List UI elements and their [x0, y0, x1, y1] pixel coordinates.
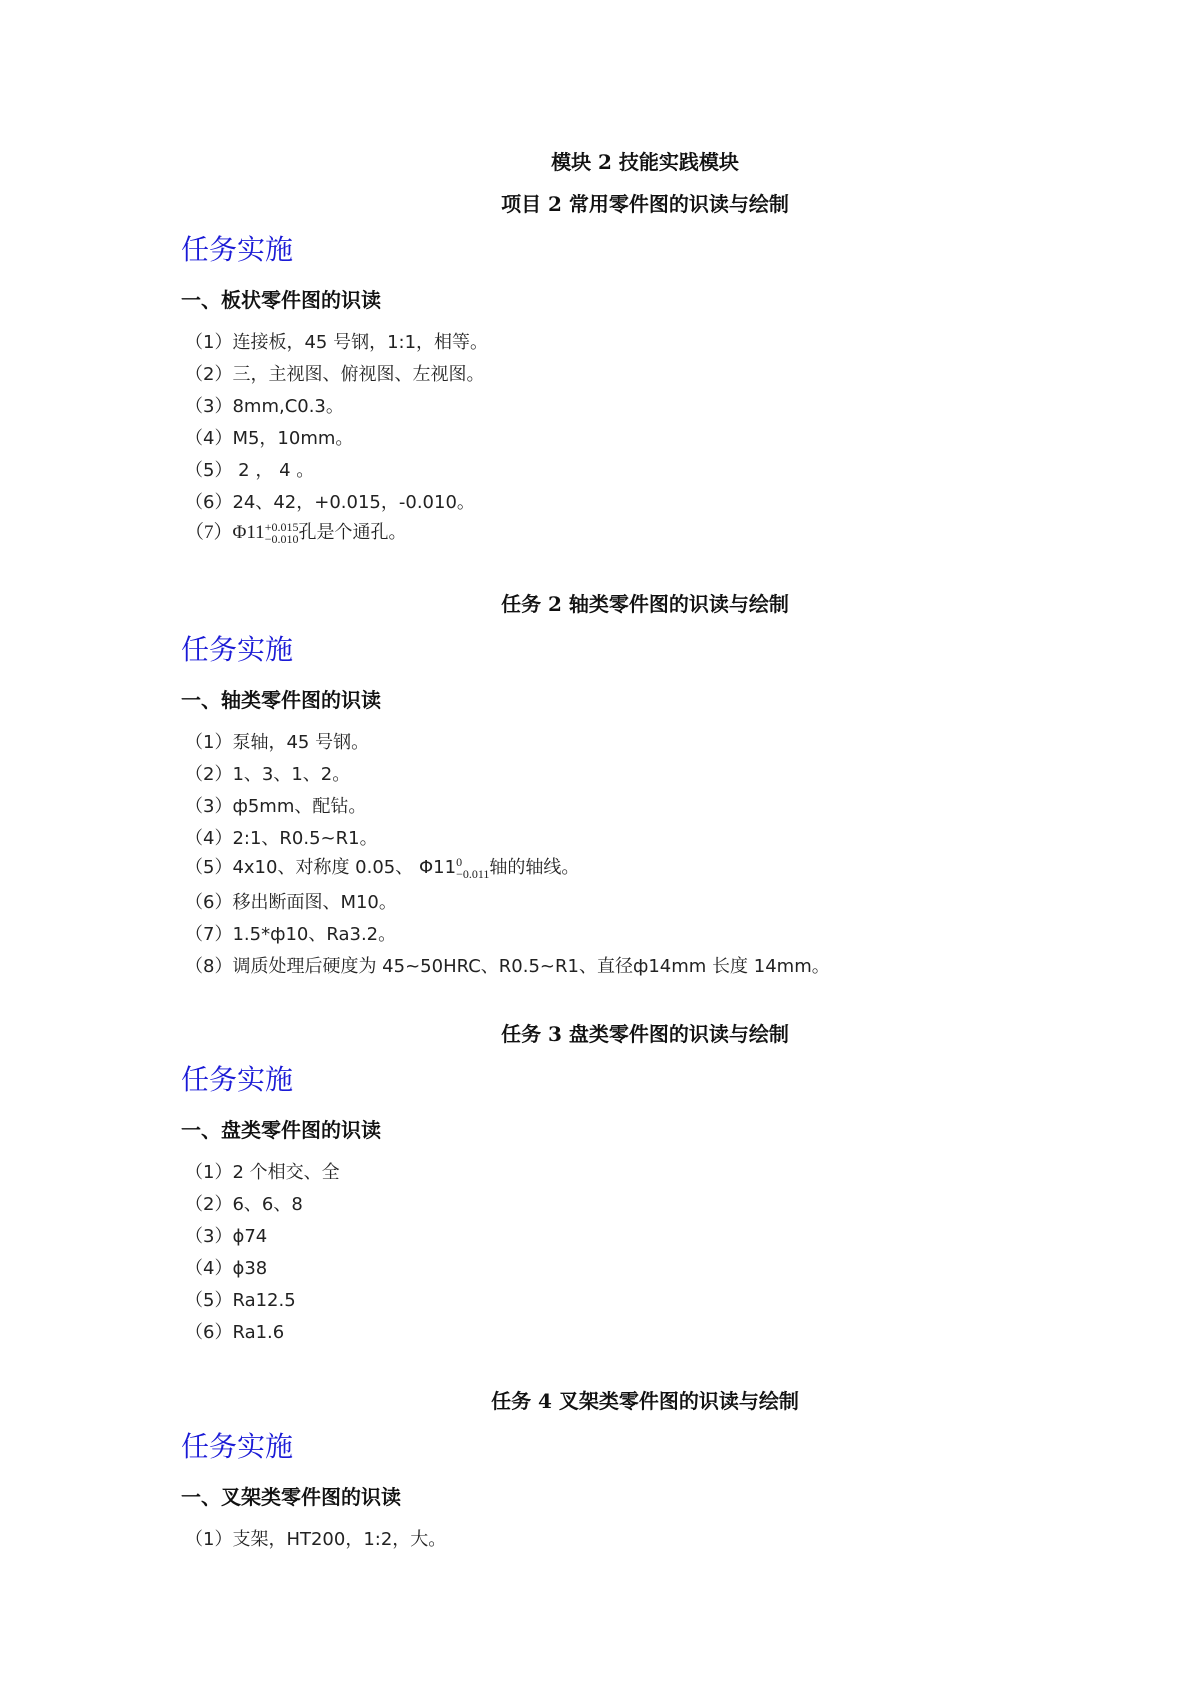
list-item: （1）连接板，45 号钢，1:1，相等。	[185, 332, 489, 353]
task-heading: 任务实施	[181, 233, 294, 266]
list-item: （3）ф5mm、配钻。	[185, 796, 367, 817]
list-item: （7）1.5*ф10、Ra3.2。	[185, 924, 397, 945]
list-item: （4）ϕ38	[185, 1258, 268, 1279]
list-item: （5）Ra12.5	[185, 1290, 296, 1311]
task-heading: 任务实施	[181, 633, 294, 666]
item-prefix: （7）Φ11	[185, 522, 265, 543]
list-item: （3）8mm,C0.3。	[185, 396, 344, 417]
tolerance-lower: −0.010	[264, 532, 299, 546]
tolerance-lower: −0.011	[456, 867, 490, 881]
list-item: （1）泵轴，45 号钢。	[185, 732, 370, 753]
task-heading: 任务实施	[181, 1063, 294, 1096]
list-item: （4）2:1、R0.5~R1。	[185, 828, 378, 849]
list-item-tolerance	[185, 853, 579, 880]
tolerance	[456, 856, 489, 880]
module-title: 模块 2 技能实践模块	[551, 150, 739, 174]
tolerance	[265, 521, 299, 545]
item-suffix: 孔是个通孔。	[298, 522, 407, 543]
tolerance-upper: 0	[456, 855, 463, 869]
item-prefix: （5）4x10、对称度 0.05、 Φ11	[185, 857, 457, 878]
task-title: 任务 2 轴类零件图的识读与绘制	[501, 592, 789, 616]
list-item: （3）ϕ74	[185, 1226, 268, 1247]
section-title: 一、板状零件图的识读	[181, 288, 381, 312]
section-title: 一、盘类零件图的识读	[181, 1118, 381, 1142]
list-item-tolerance	[185, 517, 406, 545]
list-item: （5） 2 ， 4 。	[185, 460, 315, 481]
list-item: （2）6、6、8	[185, 1194, 303, 1215]
task-title: 任务 4 叉架类零件图的识读与绘制	[491, 1389, 799, 1413]
list-item: （1）2 个相交、全	[185, 1162, 340, 1183]
list-item: （6）24、42，+0.015，-0.010。	[185, 492, 475, 513]
section-title: 一、叉架类零件图的识读	[181, 1485, 401, 1509]
section-title: 一、轴类零件图的识读	[181, 688, 381, 712]
item-suffix: 轴的轴线。	[489, 857, 580, 878]
tolerance-upper: +0.015	[264, 520, 299, 534]
list-item: （4）M5，10mm。	[185, 428, 354, 449]
list-item: （6）移出断面图、M10。	[185, 892, 397, 913]
list-item: （8）调质处理后硬度为 45~50HRC、R0.5~R1、直径ф14mm 长度 14mm。	[185, 956, 830, 977]
task-title: 任务 3 盘类零件图的识读与绘制	[501, 1022, 789, 1046]
list-item: （2）1、3、1、2。	[185, 764, 351, 785]
list-item: （1）支架，HT200，1:2，大。	[185, 1529, 447, 1550]
task-heading: 任务实施	[181, 1430, 294, 1463]
list-item: （2）三，主视图、俯视图、左视图。	[185, 364, 485, 385]
project-title: 项目 2 常用零件图的识读与绘制	[501, 192, 789, 216]
list-item: （6）Ra1.6	[185, 1322, 285, 1343]
